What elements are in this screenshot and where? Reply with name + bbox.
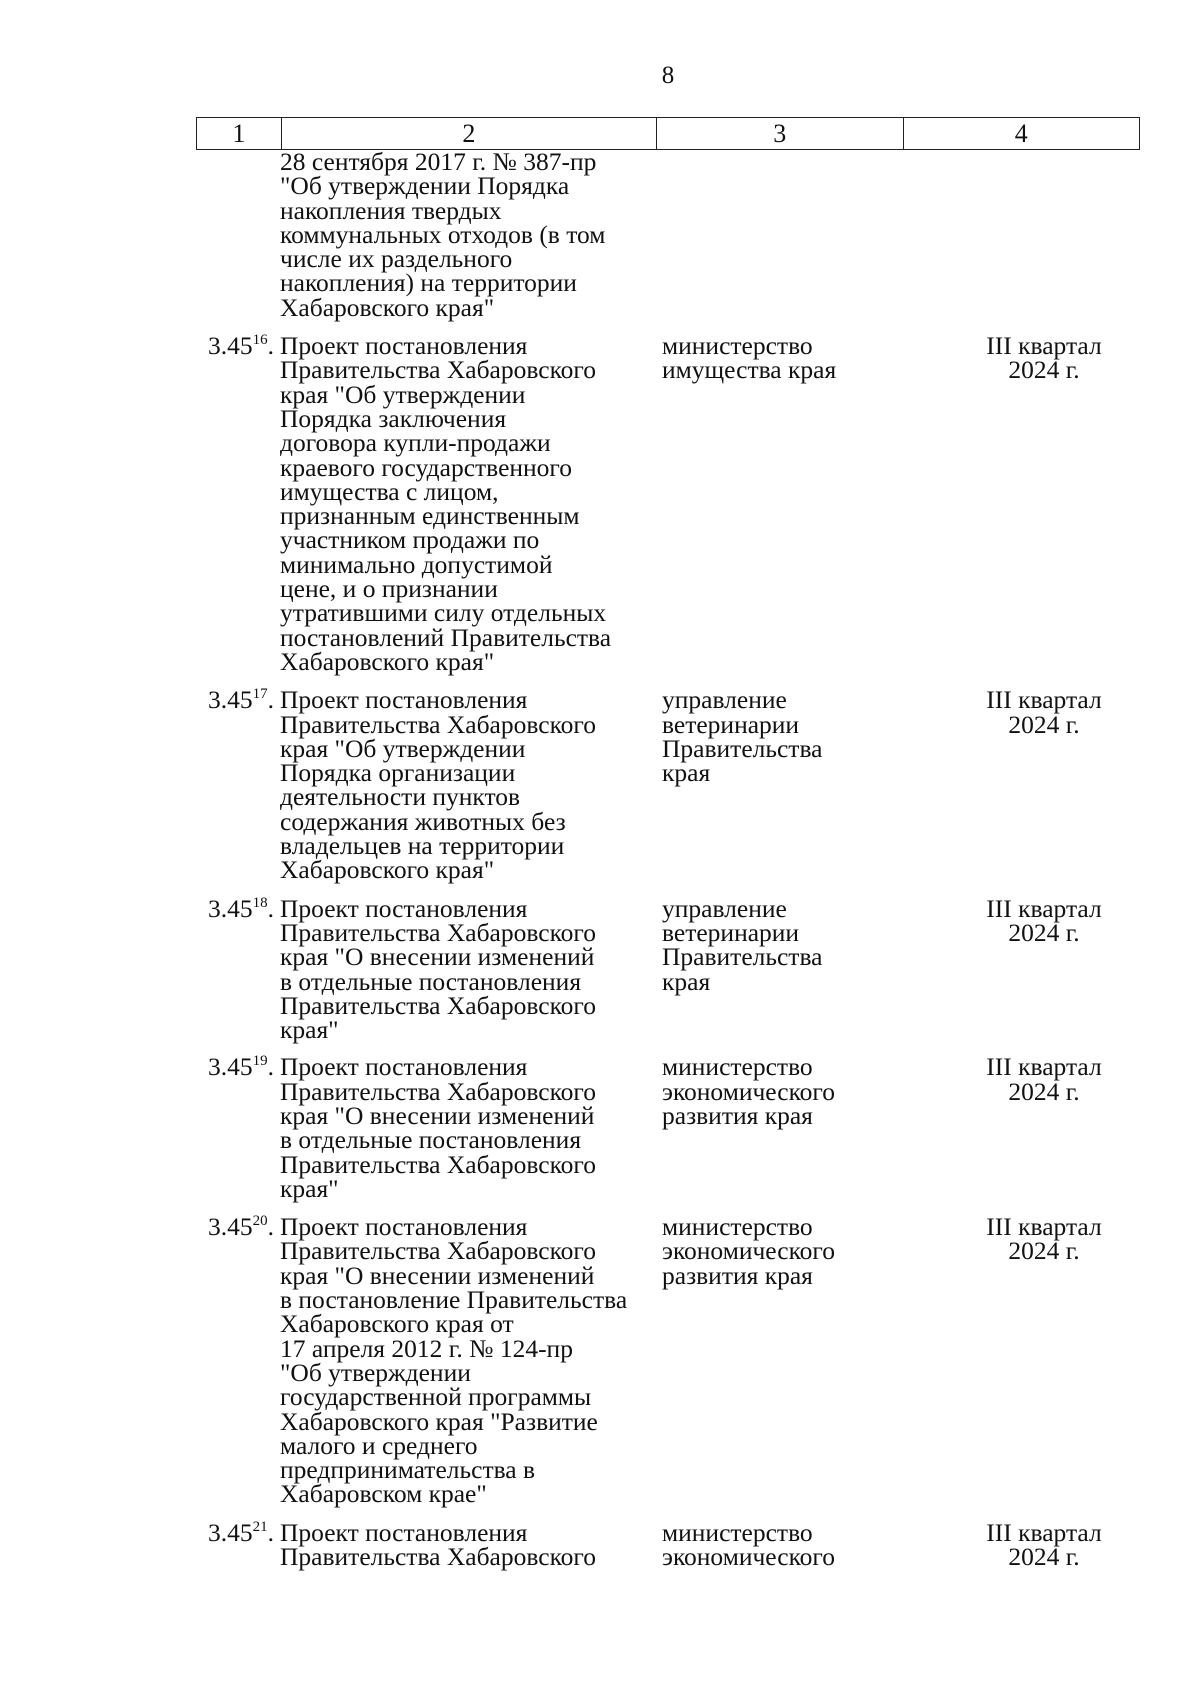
header-col-3: 3 <box>657 118 903 149</box>
row-term: III квартал 2024 г. <box>986 1212 1102 1266</box>
row-responsible: управление ветеринарии Правительства края <box>662 685 823 788</box>
row-number <box>0 150 280 320</box>
header-col-4: 4 <box>1014 119 1028 148</box>
row-description: 28 сентября 2017 г. № 387-пр "Об утверждении Порядка накопления твердых коммунальных отходов (в том числе их раздельного накопления) на территории Хабаровского края" <box>280 147 606 322</box>
row-description: Проект постановления Правительства Хабаровского <box>280 1517 596 1572</box>
row-description: Проект постановления Правительства Хабаровского края "О внесении изменений в отдельные постановления Правительства Хабаровского края" <box>280 893 596 1045</box>
row-description: Проект постановления Правительства Хабаровского края "Об утверждении Порядка заключения договора купли-продажи краевого государственного имущества с лицом, признанным единственным участником продажи по минимально допустимой цене, и о признании утратившими силу отдельных постановлений Правительства Хабаровского края" <box>280 331 612 676</box>
row-responsible: министерство имущества края <box>662 331 837 385</box>
row-term <box>934 150 1154 320</box>
row-number: 3.45$^{21}$. <box>208 1517 274 1547</box>
row-number: 3.45$^{17}$. <box>208 685 274 715</box>
row-responsible: управление ветеринарии Правительства края <box>662 893 823 996</box>
header-col-2: 2 <box>282 118 657 149</box>
row-number: 3.45$^{19}$. <box>208 1052 274 1082</box>
table-row <box>0 1052 1200 1203</box>
row-number: 3.45$^{16}$. <box>208 331 274 361</box>
table-header <box>196 117 1140 150</box>
table-row <box>0 685 1200 885</box>
table-row-continuation <box>0 147 1200 322</box>
row-term: III квартал 2024 г. <box>986 893 1102 947</box>
row-number: 3.45$^{20}$. <box>208 1212 274 1242</box>
row-description: Проект постановления Правительства Хабаровского края "Об утверждении Порядка организации деятельности пунктов содержания животных без владельцев на территории Хабаровского края" <box>280 685 596 885</box>
row-responsible <box>662 150 934 320</box>
page-number: 8 <box>661 62 675 89</box>
table-body <box>0 147 1200 1572</box>
row-term: III квартал 2024 г. <box>986 685 1102 739</box>
table-row <box>0 1517 1200 1572</box>
table-row <box>0 893 1200 1045</box>
row-number: 3.45$^{18}$. <box>208 893 274 923</box>
row-term: III квартал 2024 г. <box>986 331 1102 385</box>
row-responsible: министерство экономического развития края <box>662 1052 835 1130</box>
table-row <box>0 331 1200 676</box>
row-responsible: министерство экономического <box>662 1517 835 1572</box>
row-term: III квартал 2024 г. <box>986 1517 1102 1572</box>
row-description: Проект постановления Правительства Хабаровского края "О внесении изменений в отдельные постановления Правительства Хабаровского края" <box>280 1052 596 1203</box>
table-row <box>0 1212 1200 1509</box>
row-responsible: министерство экономического развития края <box>662 1212 835 1290</box>
row-term: III квартал 2024 г. <box>986 1052 1102 1106</box>
row-description: Проект постановления Правительства Хабаровского края "О внесении изменений в постановление Правительства Хабаровского края от 17 апреля 2012 г. № 124-пр "Об утверждении государственной программы Хабаровского края "Развитие малого и среднего предпринимательства в Хабаровском крае" <box>280 1212 628 1509</box>
header-col-1: 1 <box>197 118 282 149</box>
